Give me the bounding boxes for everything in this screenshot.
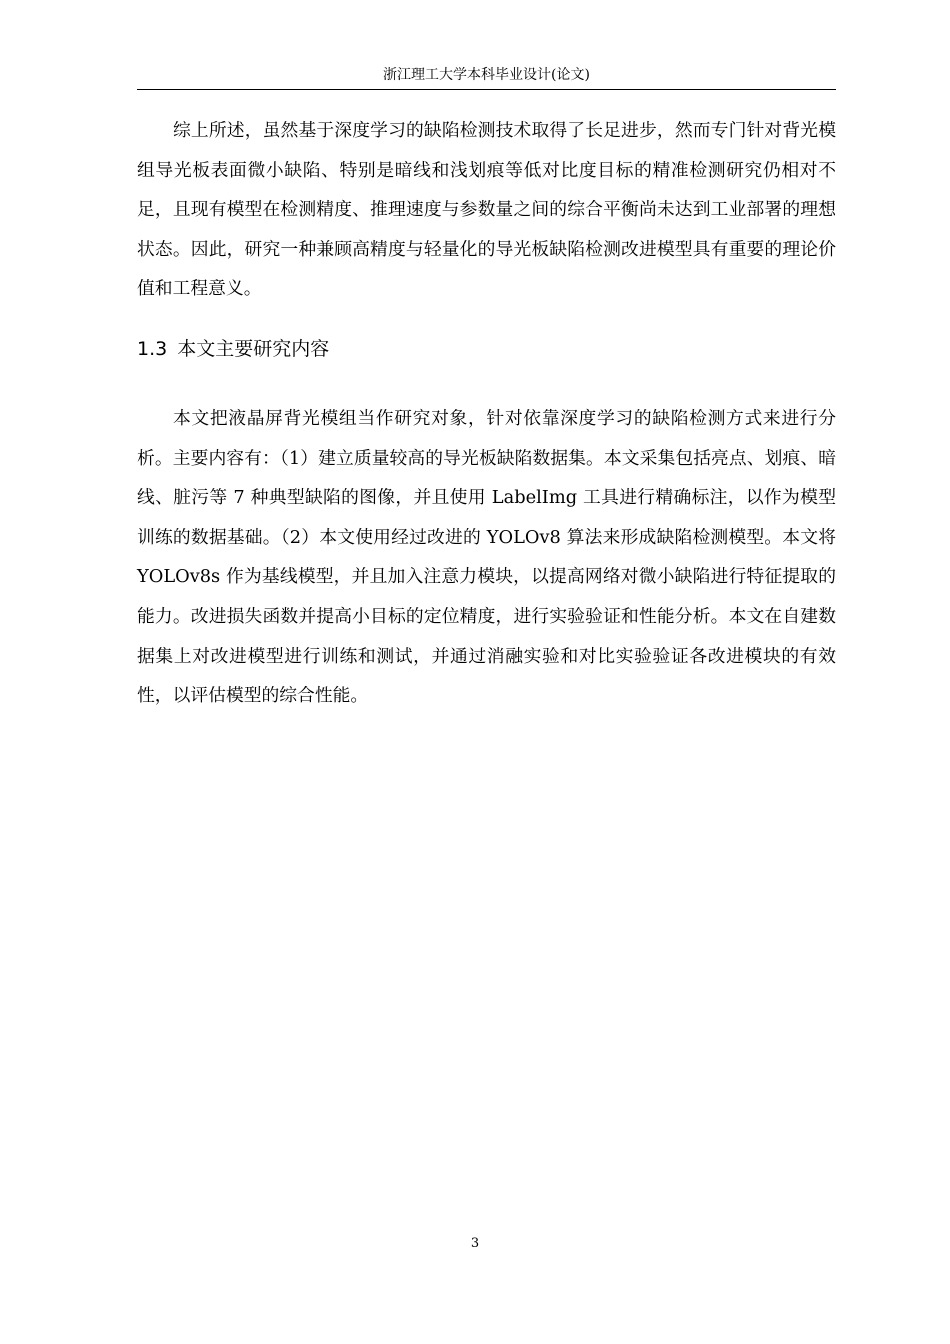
page-header <box>137 62 836 90</box>
section-number: 1.3 <box>137 338 168 360</box>
section-title: 本文主要研究内容 <box>177 338 330 360</box>
paragraph-summary: 综上所述，虽然基于深度学习的缺陷检测技术取得了长足进步，然而专门针对背光模组导光板表面微小缺陷、特别是暗线和浅划痕等低对比度目标的精准检测研究仍相对不足，且现有模型在检测精度、推理速度与参数量之间的综合平衡尚未达到工业部署的理想状态。因此，研究一种兼顾高精度与轻量化的导光板缺陷检测改进模型具有重要的理论价值和工程意义。 <box>137 120 836 300</box>
paragraph-research-content: 本文把液晶屏背光模组当作研究对象，针对依靠深度学习的缺陷检测方式来进行分析。主要内容有：（1）建立质量较高的导光板缺陷数据集。本文采集包括亮点、划痕、暗线、脏污等 7 种典型缺陷的图像，并且使用 LabelImg 工具进行精确标注，以作为模型训练的数据基础。（2）本文使用经过改进的 YOLOv8 算法来形成缺陷检测模型。本文将 YOLOv8s 作为基线模型，并且加入注意力模块，以提高网络对微小缺陷进行特征提取的能力。改进损失函数并提高小目标的定位精度，进行实验验证和性能分析。本文在自建数据集上对改进模型进行训练和测试，并通过消融实验和对比实验验证各改进模块的有效性，以评估模型的综合性能。 <box>137 408 836 707</box>
page-number: 3 <box>470 1236 480 1251</box>
section-heading <box>137 334 329 364</box>
header-title: 浙江理工大学本科毕业设计(论文) <box>383 67 590 83</box>
